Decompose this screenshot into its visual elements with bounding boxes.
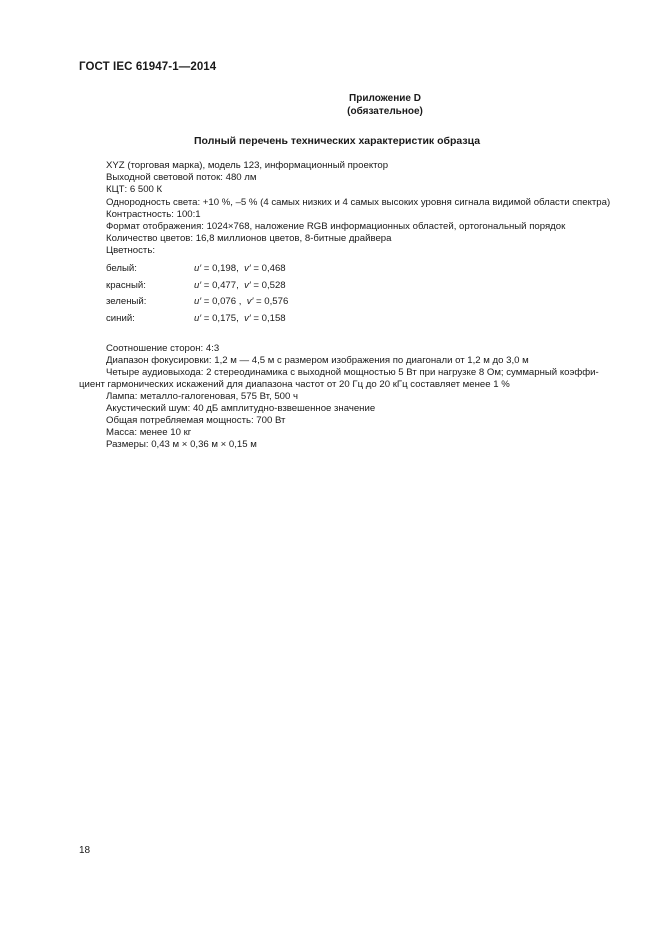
u-value: u′ = 0,198, [194,263,239,274]
spec-line: Количество цветов: 16,8 миллионов цветов, 8-битные драйвера [106,233,392,244]
document-title: Полный перечень технических характеристик образца [194,135,481,147]
chromaticity-label-white: белый: [106,263,137,274]
page-number: 18 [79,845,91,856]
document-header: ГОСТ IEC 61947-1—2014 [79,61,217,73]
chromaticity-value-green [194,296,288,307]
spec-line: Размеры: 0,43 м × 0,36 м × 0,15 м [106,439,257,450]
spec-line: Формат отображения: 1024×768, наложение RGB информационных областей, ортогональный порядок [106,221,566,232]
chromaticity-label-green: зеленый: [106,296,147,307]
spec-line: Общая потребляемая мощность: 700 Вт [106,415,286,426]
spec-line: Соотношение сторон: 4:3 [106,343,220,354]
chromaticity-value-blue [194,313,286,324]
spec-line: Однородность света: +10 %, –5 % (4 самых низких и 4 самых высоких уровня сигнала видимой области спектра) [106,197,611,208]
chromaticity-label-blue: синий: [106,313,135,324]
chromaticity-label-red: красный: [106,280,146,291]
v-value: v′ = 0,576 [246,296,289,307]
u-value: u′ = 0,175, [194,313,239,324]
appendix-title: Приложение D [349,93,421,104]
spec-line: Контрастность: 100:1 [106,209,201,220]
v-value: v′ = 0,468 [244,263,286,274]
u-value: u′ = 0,076 , [194,296,242,307]
appendix-subtitle: (обязательное) [347,106,423,117]
spec-line: Масса: менее 10 кг [106,427,192,438]
spec-line: Акустический шум: 40 дБ амплитудно-взвешенное значение [106,403,376,414]
spec-line: Выходной световой поток: 480 лм [106,172,257,183]
u-value: u′ = 0,477, [194,280,239,291]
spec-line: Цветность: [106,245,155,256]
chromaticity-value-red [194,280,286,291]
spec-line-continued: циент гармонических искажений для диапазона частот от 20 Гц до 20 кГц составляет менее 1 % [79,379,510,390]
v-value: v′ = 0,158 [244,313,286,324]
spec-line: Четыре аудиовыхода: 2 стереодинамика с выходной мощностью 5 Вт при нагрузке 8 Ом; суммарный коэффи- [106,367,599,378]
spec-line: XYZ (торговая марка), модель 123, информационный проектор [106,160,389,171]
appendix-heading [300,92,470,118]
spec-line: Лампа: металло-галогеновая, 575 Вт, 500 ч [106,391,299,402]
chromaticity-value-white [194,263,286,274]
v-value: v′ = 0,528 [244,280,286,291]
spec-line: КЦТ: 6 500 К [106,184,163,195]
spec-line: Диапазон фокусировки: 1,2 м — 4,5 м с размером изображения по диагонали от 1,2 м до 3,0 м [106,355,529,366]
